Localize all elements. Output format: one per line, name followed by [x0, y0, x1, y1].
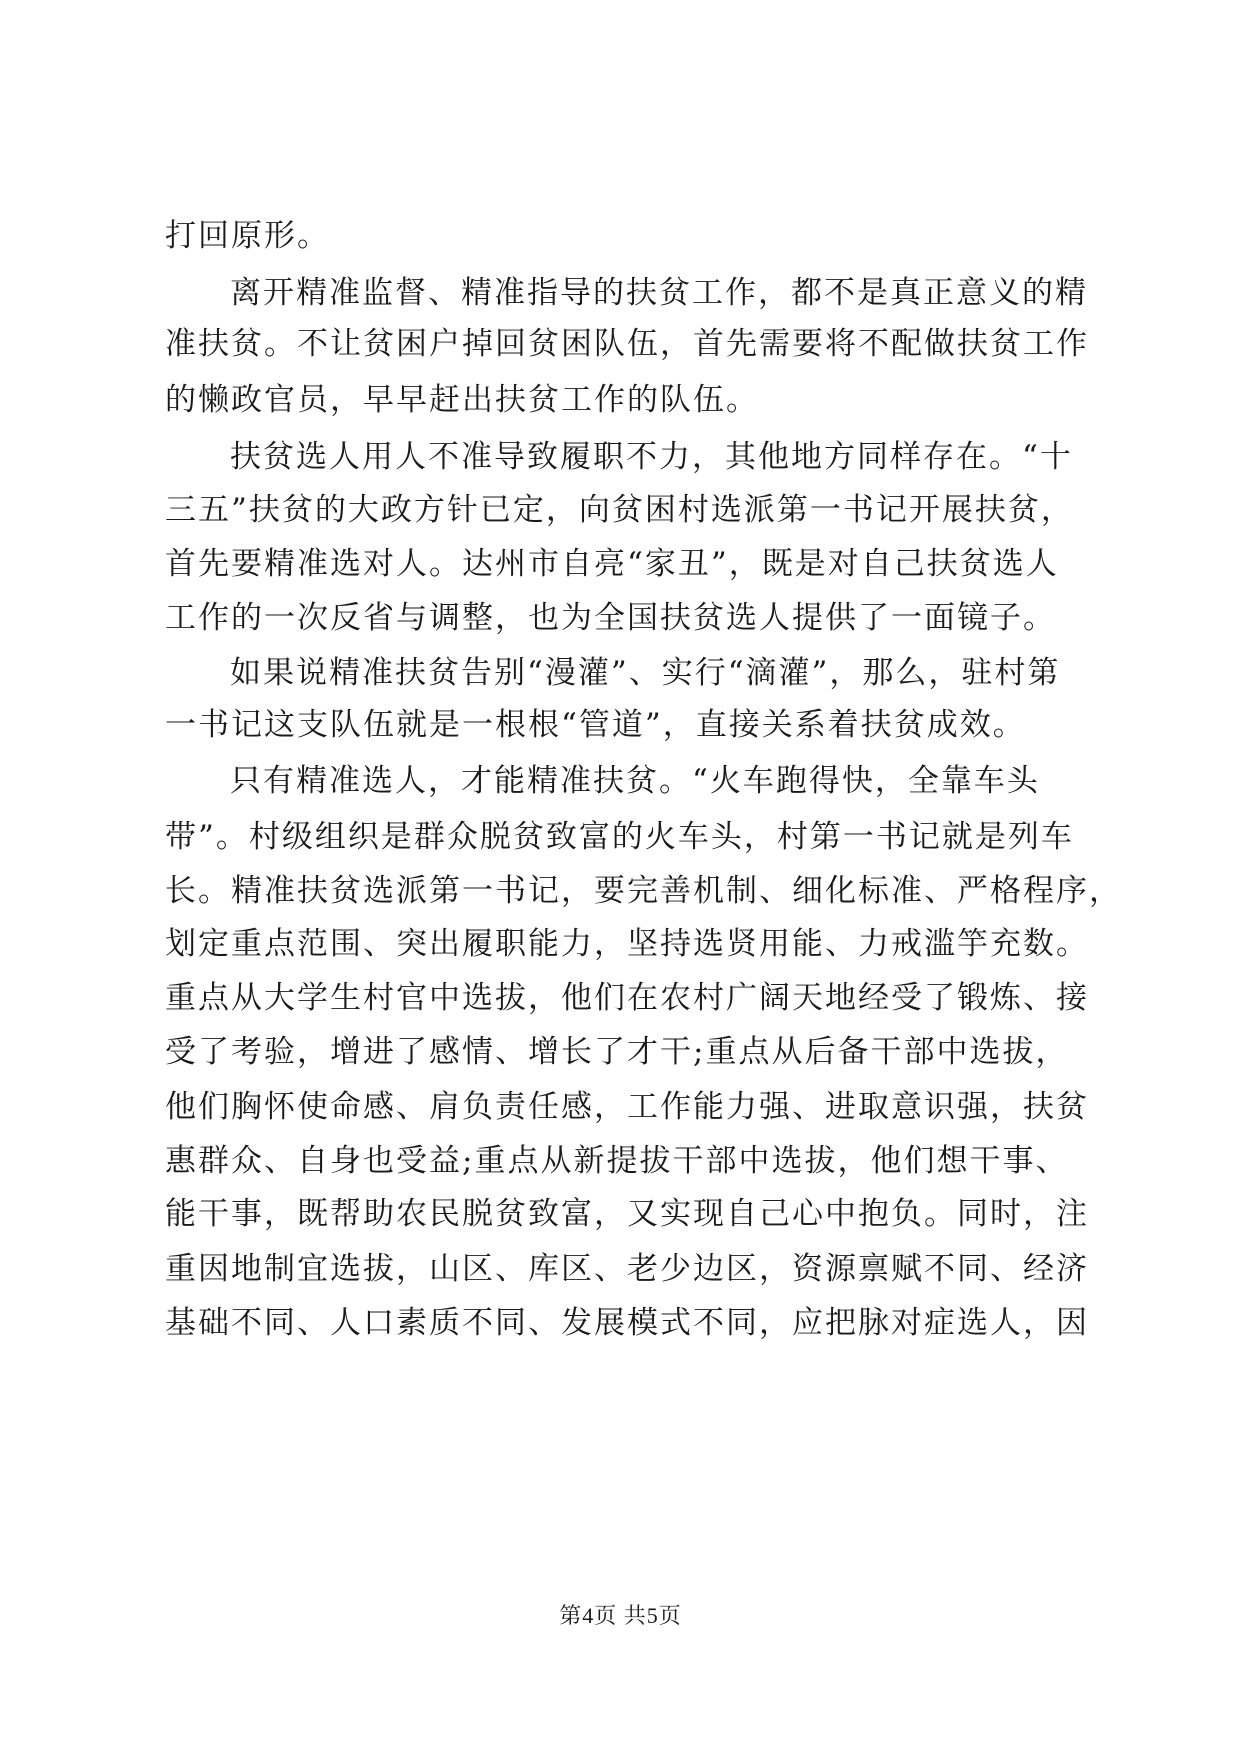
text-line-17: 他们胸怀使命感、肩负责任感，工作能力强、进取意识强，扶贫 [165, 1089, 1089, 1125]
text-line-13: 长。精准扶贫选派第一书记，要完善机制、细化标准、严格程序， [165, 873, 1122, 909]
text-line-12: 带”。村级组织是群众脱贫致富的火车头，村第一书记就是列车 [165, 819, 1074, 855]
text-line-21: 基础不同、人口素质不同、发展模式不同，应把脉对症选人，因 [165, 1305, 1089, 1341]
text-line-7: 首先要精准选对人。达州市自亮“家丑”，既是对自己扶贫选人 [165, 546, 1059, 582]
text-line-6: 三五”扶贫的大政方针已定，向贫困村选派第一书记开展扶贫， [165, 492, 1074, 528]
text-line-4: 的懒政官员，早早赶出扶贫工作的队伍。 [165, 382, 759, 418]
text-line-1: 打回原形。 [165, 218, 330, 254]
text-line-16: 受了考验，增进了感情、增长了才干;重点从后备干部中选拔， [165, 1034, 1069, 1070]
text-line-8: 工作的一次反省与调整，也为全国扶贫选人提供了一面镜子。 [165, 600, 1056, 636]
text-line-20: 重因地制宜选拔，山区、库区、老少边区，资源禀赋不同、经济 [165, 1251, 1089, 1287]
text-line-3: 准扶贫。不让贫困户掉回贫困队伍，首先需要将不配做扶贫工作 [165, 326, 1089, 362]
text-line-9: 如果说精准扶贫告别“漫灌”、实行“滴灌”，那么，驻村第 [230, 655, 1061, 691]
text-line-5: 扶贫选人用人不准导致履职不力，其他地方同样存在。“十 [230, 439, 1073, 475]
text-line-14: 划定重点范围、突出履职能力，坚持选贤用能、力戒滥竽充数。 [165, 926, 1089, 962]
text-line-15: 重点从大学生村官中选拔，他们在农村广阔天地经受了锻炼、接 [165, 980, 1089, 1016]
text-line-2: 离开精准监督、精准指导的扶贫工作，都不是真正意义的精 [230, 275, 1088, 311]
text-line-19: 能干事，既帮助农民脱贫致富，又实现自己心中抱负。同时，注 [165, 1196, 1089, 1232]
text-line-18: 惠群众、自身也受益;重点从新提拔干部中选拔，他们想干事、 [165, 1143, 1069, 1179]
page-number-footer: 第4页 共5页 [559, 1603, 682, 1628]
text-line-11: 只有精准选人，才能精准扶贫。“火车跑得快，全靠车头 [230, 763, 1040, 799]
text-line-10: 一书记这支队伍就是一根根“管道”，直接关系着扶贫成效。 [165, 707, 1026, 743]
